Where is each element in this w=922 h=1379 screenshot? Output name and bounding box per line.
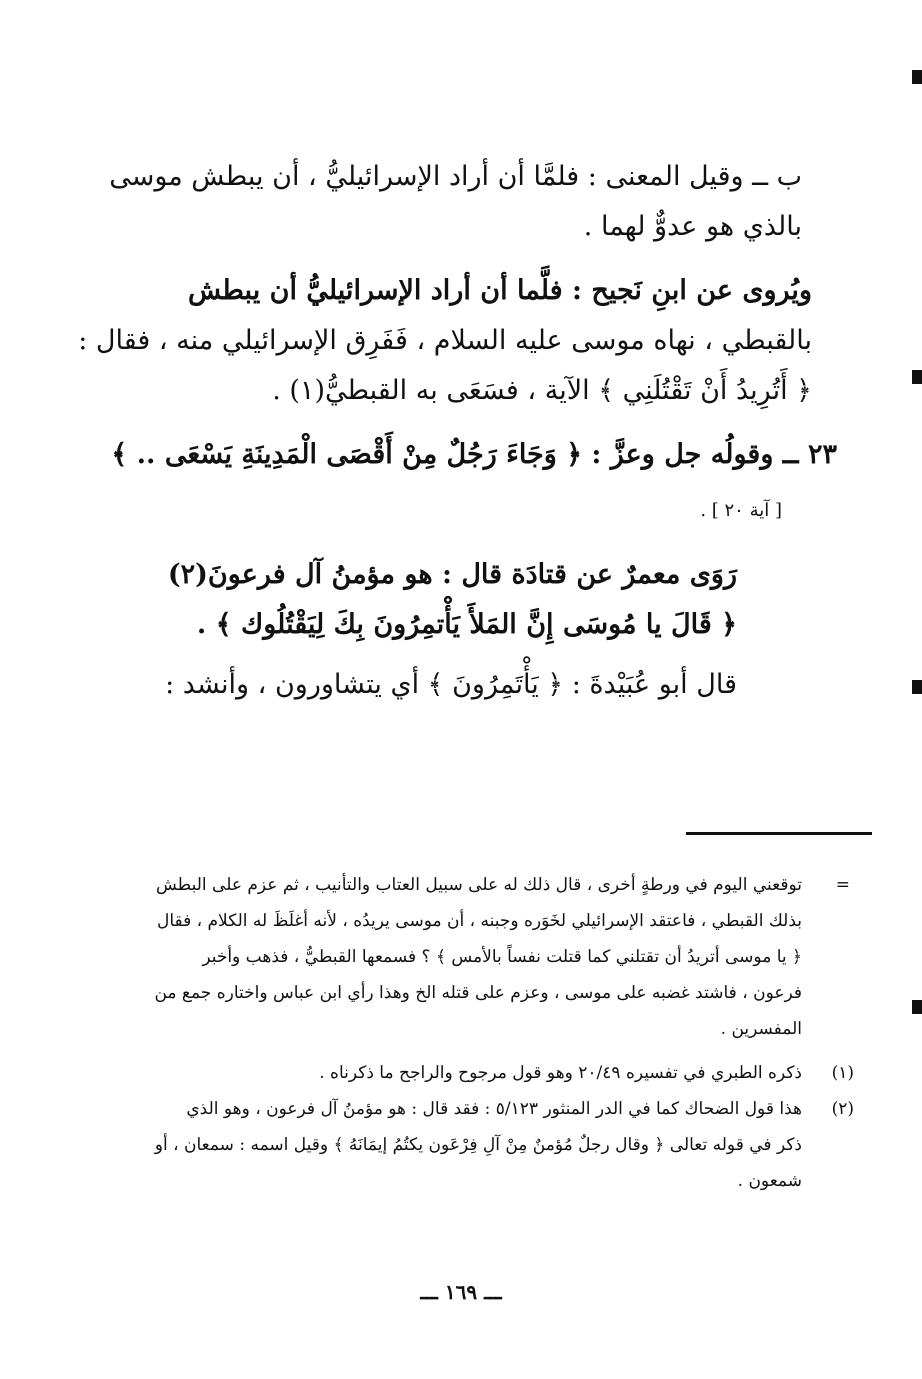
footnote-2-text: هذا قول الضحاك كما في الدر المنثور ٥/١٢٣ : فقد قال : هو مؤمنُ آل فرعون ، وهو الذي [186,1099,802,1119]
footnote-separator [686,832,872,835]
footnote-continuation-line: ﴿ يا موسى أتريدُ أن تقتلني كما قتلت نفساً بالأمس ﴾ ؟ فسمعها القبطيُّ ، فذهب وأخبر [202,947,802,967]
verse-reference: [ آية ٢٠ ] . [700,500,782,521]
footnote-continuation-marker: = [835,875,850,895]
footnote-1-number: (١) [831,1063,854,1083]
page-edge-mark [912,70,922,84]
main-text-line-8: رَوَى معمرٌ عن قتادَة قال : هو مؤمنُ آل فرعونَ(٢) [167,559,737,590]
page-number: ـــ ١٦٩ ـــ [420,1280,502,1304]
main-text-line-5: ﴿ أَتُرِيدُ أَنْ تَقْتُلَنِي ﴾ الآية ، فسَعَى به القبطيُّ(١) . [272,375,812,406]
main-text-line-4: بالقبطي ، نهاه موسى عليه السلام ، فَفَرِق الإسرائيلي منه ، فقال : [78,325,812,356]
footnote-2-text: شمعون . [737,1171,802,1191]
main-text-line-3: ويُروى عن ابنِ نَجيح : فلَّما أن أراد الإسرائيليُّ أن يبطش [187,275,812,306]
page-edge-mark [912,370,922,384]
main-text-line-1: ب ــ وقيل المعنى : فلمَّا أن أراد الإسرائيليُّ ، أن يبطش موسى [109,161,802,192]
page-edge-mark [912,1000,922,1014]
footnote-continuation-line: توقعني اليوم في ورطةٍ أخرى ، قال ذلك له على سبيل العتاب والتأنيب ، ثم عزم على البطش [155,875,802,895]
footnote-continuation-line: بذلك القبطي ، فاعتقد الإسرائيلي لخَوَره وجبنه ، أن موسى يريدُه ، لأنه أغلَظَ له الكلام ، فقال [156,911,802,931]
footnote-continuation-line: المفسرين . [720,1019,802,1039]
verse-heading-23: ٢٣ ــ وقولُه جل وعزَّ : ﴿ وَجَاءَ رَجُلٌ مِنْ أَقْصَى الْمَدِينَةِ يَسْعَى .. ﴾ [111,439,837,470]
footnote-2-text: ذكر في قوله تعالى ﴿ وقال رجلٌ مُؤمنٌ مِنْ آلِ فِرْعَون يكتُمُ إيمَانَهُ ﴾ وقيل اسمه : سمعان ، أو [154,1135,802,1155]
main-text-line-9: ﴿ قَالَ يا مُوسَى إِنَّ المَلأَ يَأْتمِرُونَ بِكَ لِيَقْتُلُوك ﴾ . [196,609,737,640]
footnote-continuation-line: فرعون ، فاشتد غضبه على موسى ، وعزم على قتله الخ وهذا رأي ابن عباس واختاره جمع من [154,983,802,1003]
page-edge-mark [912,680,922,694]
footnote-2-number: (٢) [831,1099,854,1119]
main-text-line-10: قال أبو عُبَيْدةَ : ﴿ يَأْتَمِرُونَ ﴾ أي يتشاورون ، وأنشد : [165,669,737,700]
footnote-1-text: ذكره الطبري في تفسيره ٢٠/٤٩ وهو قول مرجوح والراجح ما ذكرناه . [319,1063,802,1083]
main-text-line-2: بالذي هو عدوٌّ لهما . [583,211,802,242]
